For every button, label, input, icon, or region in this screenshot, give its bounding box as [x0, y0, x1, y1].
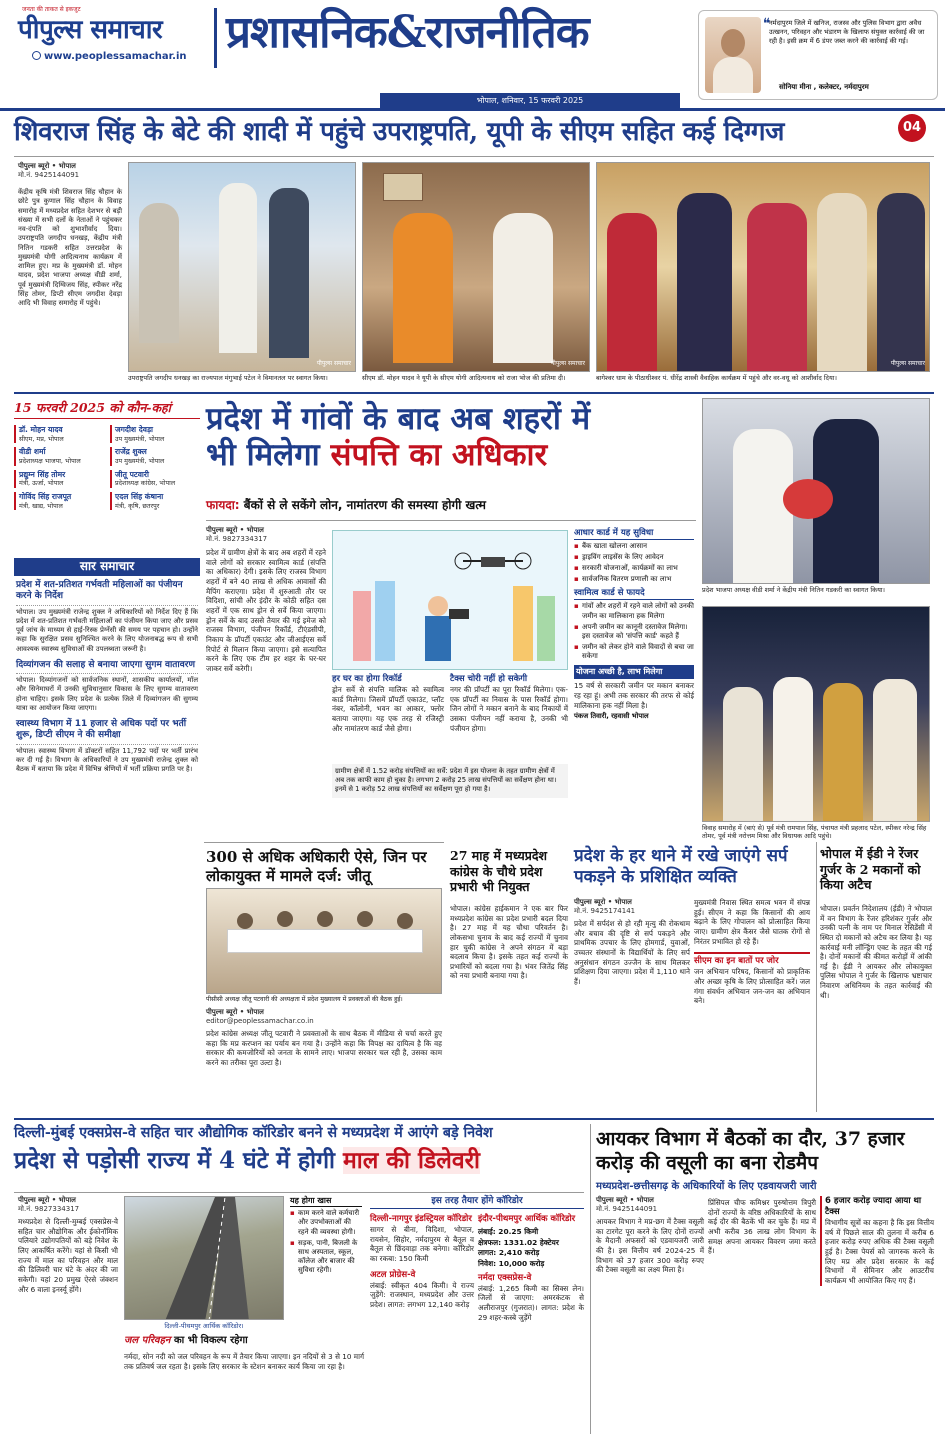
right-photo-1 [702, 398, 930, 584]
corridor-col2: इंदौर-पीथमपुर आर्थिक कॉरिडोर लंबाई: 20.25 किमी क्षेत्रफल: 1331.02 हेक्टेयर लागत: 2,410 करोड़ निवेश: 10,000 करोड़ नर्मदा एक्सप्रेस-वे लंबाई: 1,265 किमी का सिक्स लेन। जिलों से जाएगा: अमरकंटक से अलीराजपुर (गुजरात)। लागत: प्रदेश के 29 शहर-कस्बे जुड़ेंगे [478, 1214, 584, 1322]
property-kicker: फायदा: बैंकों से ले सकेंगे लोन, नामांतरण की समस्या होगी खत्म [206, 498, 486, 512]
property-sidebar: आधार कार्ड में यह सुविधा ▪ बैंक खाता खोलना आसान ▪ ड्राइविंग लाइसेंस के लिए आवेदन ▪ सरकारी योजनाओं, कार्यक्रमों का लाभ ▪ सार्वजनिक वितरण प्रणाली का लाभ स्वामित्व कार्ड से फायदे ▪ गांवों और शहरों में रहने वाले लोगों को उनकी जमीन का मालिकाना हक मिलेगा ▪ अपनी जमीन का कानूनी दस्तावेज मिलेगा। इस दस्तावेज को 'संपत्ति कार्ड' कहते हैं ▪ जमीन को लेकर होने वाले विवादों से बचा जा सकेगा योजना अच्छी है, लाभ मिलेगा 15 वर्ष से सरकारी जमीन पर मकान बनाकर रह रहा हूं। अभी तक सरकार की तरफ से कोई मालिकाना हक नहीं मिला है। पंकज तिवारी, रहवासी भोपाल [574, 528, 694, 721]
who-where-name: जीतू पटवारी [115, 469, 149, 479]
saar-title: सार समाचार [79, 559, 135, 573]
ed-divider [816, 842, 817, 1112]
list-item: ▪ अपनी जमीन का कानूनी दस्तावेज मिलेगा। इस दस्तावेज को 'संपत्ति कार्ड' कहते हैं [574, 623, 694, 641]
list-item: ▪ जमीन को लेकर होने वाले विवादों से बचा जा सकेगा [574, 643, 694, 661]
snake-col1: पीपुल्स ब्यूरो • भोपाल मो.नं. 9425174141 प्रदेश में सर्पदंश से हो रही मृत्यु की रोकथाम और बचाव की दृष्टि से सर्प पकड़ने और प्राथमिक उपचार के लिए होमगार्ड, युवाओं, उच्चतर संस्थानों के विद्यार्थियों के लिए सर्प अनुसंधान संगठन उज्जैन के साथ मिलकर प्रशिक्षण दिया जाएगा। प्रदेश में 1,110 थाने हैं। [574, 898, 690, 987]
dateline: भोपाल, शनिवार, 15 फरवरी 2025 [380, 93, 680, 108]
masthead-rule [0, 108, 945, 111]
lokayukt-rule [204, 842, 444, 843]
who-where-role: प्रदेशाध्यक्ष भाजपा, भोपाल [19, 457, 81, 466]
who-where-item [110, 425, 200, 443]
corridor-stat: लंबाई: 20.25 किमी [478, 1227, 539, 1237]
bottom-section-rule [14, 1118, 934, 1120]
who-where-name: एदल सिंह कंषाना [115, 491, 164, 501]
saar-item-body: भोपाल। स्वास्थ्य विभाग में डॉक्टरों सहित 11,792 पदों पर भर्ती प्रारंभ कर दी गई है। विभाग के अधिकारियों ने उप मुख्यमंत्री राजेन्द्र शुक्ल को बैठक में बताया कि प्रदेश में विभिन्न श्रेणियों में भर्ती प्रक्रिया प्रगति पर है। [16, 746, 198, 773]
corridor-stat: लागत: 2,410 करोड़ [478, 1248, 540, 1258]
cm-box: सीएम का इन बातों पर जोर जन अभियान परिषद, किसानों को प्राकृतिक और अच्छा कृषि के लिए प्रोत्साहित करें। जल गंगा संवर्धन अभियान जन-जन का अभियान बने। [694, 952, 810, 1006]
snake-headline: प्रदेश के हर थाने में रखे जाएंगे सर्प पकड़ने के प्रशिक्षित व्यक्ति [574, 846, 788, 887]
expressway-headline: प्रदेश से पड़ोसी राज्य में 4 घंटे में होगी माल की डिलेवरी [14, 1147, 480, 1174]
who-where-item [14, 425, 104, 443]
who-where-item [110, 447, 200, 465]
lead-photo-2: पीपुल्स समाचार [362, 162, 590, 372]
list-item: ▪ बैंक खाता खोलना आसान [574, 542, 694, 551]
list-item: ▪ ड्राइविंग लाइसेंस के लिए आवेदन [574, 553, 694, 562]
who-where-item [110, 492, 200, 510]
property-col1: पीपुल्स ब्यूरो • भोपाल मो.नं. 9827334317 प्रदेश में ग्रामीण क्षेत्रों के बाद अब शहरों में रहने वाले लोगों को सरकार स्वामित्व कार्ड (संपत्ति का अधिकार) देगी। इसके लिए राजस्व विभाग शहरों में बने 40 लाख से अधिक आवासों की मैपिंग कराएगा। प्रदेश में शुरुआती तौर पर विदिशा, सांची और इंदौर के कोठी सहित दस शहरों में एक साथ ड्रोन से सर्वे किया जाएगा। ड्रोन सर्वे के बाद उससे तैयार की गई इमेज को राजस्व विभाग, पंजीयन रिकॉर्ड, टीएंडसीपी, निकाय के प्रॉपर्टी एकाउंट और जीआईएस सर्वे रिपोर्ट से मिलान किया जाएगा। इसे सत्यापित करने के लिए एक टीम हर शहर के घर-घर जाकर सर्वे करेगी। [206, 526, 326, 673]
lead-photo-1: पीपुल्स समाचार [128, 162, 356, 372]
lead-body: केंद्रीय कृषि मंत्री शिवराज सिंह चौहान के छोटे पुत्र कुणाल सिंह चौहान के विवाह समारोह में मध्यप्रदेश सहित देशभर से बड़ी संख्या में सभी दलों के नेताओं ने पहुंचकर नव-दंपति को शुभाशीर्वाद दिया। उपराष्ट्रपति जगदीप धनखड़, केंद्रीय मंत्री नितिन गडकरी सहित उत्तरप्रदेश के मुख्यमंत्री योगी आदित्यनाथ कार्यक्रम में शामिल हुए। मप्र के मुख्यमंत्री डॉ. मोहन यादव, प्रदेश भाजपा अध्यक्ष वीडी शर्मा, पूर्व मुख्यमंत्री दिग्विजय सिंह, स्पीकर नरेंद्र सिंह तोमर, डिप्टी सीएम जगदीश देवड़ा आदि भी विवाह समारोह में पहुंचे। [18, 188, 122, 308]
incometax-col1: पीपुल्स ब्यूरो • भोपाल मो.नं. 9425144091 आयकर विभाग ने मप्र-छग में टैक्स वसूली का टारगेट पूरा करने के लिए दोनों राज्यों के मैदानी अफसरों को एडवायजरी जारी की है। इस वित्तीय वर्ष 2024-25 में विभाग को 37 हजार 300 करोड़ रुपए की टैक्स वसूली का लक्ष्य मिला है। [596, 1196, 704, 1275]
property-body: प्रदेश में ग्रामीण क्षेत्रों के बाद अब शहरों में रहने वाले लोगों को सरकार स्वामित्व कार्ड (संपत्ति का अधिकार) देगी। इसके लिए राजस्व विभाग शहरों में बने 40 लाख से अधिक आवासों की मैपिंग कराएगा। प्रदेश में शुरुआती तौर पर विदिशा, सांची और इंदौर के कोठी सहित दस शहरों में एक साथ ड्रोन से सर्वे किया जाएगा। ड्रोन सर्वे के बाद उससे तैयार की गई इमेज को राजस्व विभाग, पंजीयन रिकॉर्ड, टीएंडसीपी, निकाय के प्रॉपर्टी एकाउंट और जीआईएस सर्वे रिपोर्ट से मिलान किया जाएगा। इसे सत्यापित करने के लिए एक टीम हर शहर के घर-घर जाकर सर्वे करेगी। [206, 548, 326, 673]
who-where-role: उप मुख्यमंत्री, भोपाल [115, 457, 165, 466]
lead-caption-3: बागेश्वर धाम के पीठाधीश्वर पं. धीरेंद्र शास्त्री वैवाहिक कार्यक्रम में पहुंचे और वर-वधू को आशीर्वाद दिया। [596, 374, 837, 382]
official-portrait [705, 17, 761, 93]
saar-item [16, 660, 198, 713]
who-where-role: उप मुख्यमंत्री, भोपाल [115, 435, 165, 444]
expressway-col1: पीपुल्स ब्यूरो • भोपाल मो.नं. 9827334317 मध्यप्रदेश से दिल्ली-मुम्बई एक्सप्रेस-वे सहित चार औद्योगिक और ईकोनॉमिक पलियारे उद्योगपतियों को बड़े निवेश के लिए आकर्षित करेंगे। यहां से किसी भी राज्य में माल का परिवहन और माल की डिलिवरी चार घंटे के अंदर की जा सकेगी। यहां 20 प्रमुख ऐरसे जंक्शन और 6 वाला इनर्स्यू होंगे। [18, 1196, 118, 1294]
right-photo-caption-2: विवाह समारोह में (बाएं से) पूर्व मंत्री रामपाल सिंह, पंचायत मंत्री प्रहलाद पटेल, स्पीकर नरेन्द्र सिंह तोमर, पूर्व मंत्री नरोत्तम मिश्रा और विधायक आदि पहुंचे। [702, 824, 927, 841]
congress-headline: 27 माह में मध्यप्रदेश कांग्रेस के चौथे प्रदेश प्रभारी भी नियुक्त [450, 848, 547, 895]
incometax-col2: प्रिंसिपल चीफ कमिश्नर पुरुषोत्तम त्रिपुरी दोनों राज्यों के वरिष्ठ अधिकारियों के साथ कई दौर की बैठकें भी कर चुके हैं। मप्र में अभी करीब 36 लाख लोग विभाग के समक्ष अपना आयकर विवरण जमा करते हैं। [708, 1198, 816, 1256]
who-where-grid [14, 425, 200, 510]
list-item: ▪ सड़क, पानी, बिजली के साथ अस्पताल, स्कूल, कॉलेज और बाजार की सुविधा रहेगी। [290, 1239, 362, 1275]
lead-rule [14, 156, 934, 157]
saar-item-body: भोपाल। दिव्यांगजनों को सार्वजनिक स्थानों, शासकीय कार्यालयों, मॉल और सिनेमाघरों में उनकी सुविधानुसार विकास के लिए सुगम्य वातावरण होना चाहिए। इसके लिए प्रदेश के प्रत्येक जिले में दिव्यांगजन की सुगम्य यात्रा का आयोजन किया जाएगा। [16, 676, 198, 712]
incometax-box: 6 हजार करोड़ ज्यादा आया था टैक्स विभागीय सूत्रों का कहना है कि इस वित्तीय वर्ष में पिछले साल की तुलना में करीब 6 हजार करोड़ रुपए अधिक की टैक्स वसूली हुई है। टैक्स पेयर्स को जागरुक करने के लिए मप्र और प्रदेश सरकार के कई विभागों में सेमिनार और आउटरीच कार्यक्रम भी आयोजित किए गए हैं। [820, 1196, 934, 1286]
expressway-top-headline: दिल्ली-मुंबई एक्सप्रेस-वे सहित चार औद्योगिक कॉरिडोर बनने से मध्यप्रदेश में आएंगे बड़े निवेश [14, 1125, 493, 1141]
lead-caption-2: सीएम डॉ. मोहन यादव ने यूपी के सीएम योगी आदित्यनाथ को राजा भोज की प्रतिमा दी। [362, 374, 566, 382]
property-rule [206, 520, 696, 521]
who-where-role: मंत्री, ऊर्जा, भोपाल [19, 479, 64, 488]
list-item: ▪ गांवों और शहरों में रहने वाले लोगों को उनकी जमीन का मालिकाना हक मिलेगा [574, 602, 694, 620]
list-item: ▪ सरकारी योजनाओं, कार्यक्रमों का लाभ [574, 564, 694, 573]
editor-email[interactable]: editor@peoplessamachar.co.in [206, 1017, 314, 1026]
ed-body: भोपाल। प्रवर्तन निदेशालय (ईडी) ने भोपाल में वन विभाग के रेंजर हरिशंकर गुर्जर और उनकी पत्नी के नाम पर मिनाल रेसिडेंसी में स्थित दो मकानों को अटैच कर लिया है। यह कार्रवाई मनी लॉन्ड्रिंग एक्ट के तहत की गई है। दोनों मकानों की कीमत करोड़ों में आंकी गई है। ईडी ने आयकर और लोकायुक्त पुलिस भोपाल ने गुर्जर के खिलाफ भ्रष्टाचार निवारण अधिनियम के तहत कार्रवाई की थी। [820, 904, 932, 1000]
who-where-role: प्रदेशाध्यक्ष कांग्रेस, भोपाल [115, 479, 176, 488]
corridor-stat: क्षेत्रफल: 1331.02 हेक्टेयर [478, 1237, 559, 1247]
ed-headline: भोपाल में ईडी ने रेंजर गुर्जर के 2 मकानों को किया अटैच [820, 846, 921, 893]
lead-headline: शिवराज सिंह के बेटे की शादी में पहुंचे उपराष्ट्रपति, यूपी के सीएम सहित कई दिग्गज [14, 117, 785, 147]
right-photo-2 [702, 606, 930, 822]
lokayukt-caption: पीसीसी अध्यक्ष जीतू पटवारी की अध्यक्षता में प्रदेश मुख्यालय में प्रवक्ताओं की बैठक हुई। [206, 996, 403, 1003]
water-transport-body: नर्मदा, सोन नदी को जल परिवहन के रूप में तैयार किया जाएगा। इन नदियों से 3 से 10 मार्ग तक प्रतिवर्ष जल रहता है। इसके लिए सरकार के स्टेशन बनाकर कार्य किया जा रहा है। [124, 1352, 364, 1371]
quote-text: नर्मदापुरम जिले में खनिज, राजस्व और पुलिस विभाग द्वारा अवैध उत्खनन, परिवहन और भंडारण के खिलाफ संयुक्त कार्रवाई की जा रही है। इसी क्रम में 6 डंपर जब्त करने की कार्रवाई की गई। [769, 19, 925, 45]
who-where-name: राजेंद्र शुक्ल [115, 447, 147, 457]
saar-item-head: दिव्यांगजन की सलाह से बनाया जाएगा सुगम वातावरण [16, 660, 198, 674]
aadhar-list [574, 542, 694, 584]
who-where-role: मंत्री, कृषि, छतरपुर [115, 501, 160, 510]
masthead [14, 4, 694, 72]
expressway-photo-caption: दिल्ली-पीथमपुर आर्थिक कॉरिडोर। [164, 1322, 244, 1330]
lead-phone: मो.नं. 9425144091 [18, 171, 80, 180]
corridor-header: इस तरह तैयार होंगे कॉरिडोर [370, 1196, 584, 1209]
saar-item-body: भोपाल। उप मुख्यमंत्री राजेन्द्र शुक्ल ने अधिकारियों को निर्देश दिए हैं कि प्रदेश में शत-प्रतिशत गर्भवती महिलाओं का पंजीयन किया जाए और प्रसव पूर्व जांच के माध्यम से हाई-रिस्क प्रेग्नेंसी की समय पर पहचान हो। उन्होंने कहा कि सुरक्षित प्रसव सुनिश्चित करने के लिए योजनाबद्ध रूप से सभी आवश्यक स्वास्थ्य सुविधाओं की उपलब्धता जरूरी है। [16, 607, 198, 653]
masthead-divider [214, 8, 217, 68]
drone-illustration [332, 530, 568, 670]
who-where-box [14, 400, 200, 550]
lead-bottom-rule [14, 392, 934, 394]
saar-list [16, 580, 198, 780]
who-where-name: जगदीश देवड़ा [115, 425, 153, 435]
water-transport-head: जल परिवहन का भी विकल्प रहेगा [124, 1335, 248, 1346]
quote-icon: ❝ [763, 16, 771, 32]
list-item: ▪ काम करने वाले कर्मचारी और उपभोक्ताओं की रहने की व्यवस्था होगी। [290, 1209, 362, 1236]
expressway-highlights: यह होगा खास ▪ काम करने वाले कर्मचारी और उपभोक्ताओं की रहने की व्यवस्था होगी। ▪ सड़क, पानी, बिजली के साथ अस्पताल, स्कूल, कॉलेज और बाजार की सुविधा रहेगी। [290, 1196, 362, 1277]
corridor-stat: निवेश: 10,000 करोड़ [478, 1258, 545, 1268]
corridor-col1: दिल्ली-नागपुर इंडस्ट्रियल कॉरिडोर सागर से बीना, विदिशा, भोपाल, रायसेन, सिहोर, नर्मदापुरम से बैतूल व बैतूल से छिंदवाड़ा तक बनेगा। कॉरिडोर का रकबा: 150 किमी अटल प्रोग्रेस-वे लंबाई: स्वीकृत 404 किमी। ये राज्य जुड़ेंगे: राजस्थान, मध्यप्रदेश और उत्तर प्रदेश। लागत: लगभग 12,140 करोड़ [370, 1214, 474, 1309]
tagline: जनता की ताकत से इकजुट [22, 6, 81, 13]
who-where-name: डॉ. मोहन यादव [19, 425, 63, 435]
right-photo-caption-1: प्रदेश भाजपा अध्यक्ष वीडी शर्मा ने केंद्रीय मंत्री नितिन गडकरी का स्वागत किया। [702, 586, 885, 594]
expressway-rule [14, 1192, 584, 1193]
lead-caption-1: उपराष्ट्रपति जगदीप धनखड़ का राज्यपाल मंगुभाई पटेल ने विमानतल पर स्वागत किया। [128, 374, 328, 382]
who-where-name: प्रद्युम्न सिंह तोमर [19, 469, 66, 479]
paper-name: पीपुल्स समाचार [18, 15, 163, 45]
saar-item-head: प्रदेश में शत-प्रतिशत गर्भवती महिलाओं का पंजीयन करने के निर्देश [16, 580, 198, 606]
lead-text-column [18, 162, 122, 308]
who-where-item [110, 470, 200, 488]
list-item: ▪ सार्वजनिक वितरण प्रणाली का लाभ [574, 575, 694, 584]
property-headline: प्रदेश में गांवों के बाद अब शहरों में भी मिलेगा संपत्ति का अधिकार [206, 401, 591, 473]
lokayukt-photo [206, 888, 442, 994]
lead-byline: पीपुल्स ब्यूरो • भोपाल [18, 162, 76, 170]
lokayukt-headline: 300 से अधिक अधिकारी ऐसे, जिन पर लोकायुक्त में मामले दर्ज: जीतू [206, 848, 427, 885]
saar-item [16, 719, 198, 774]
incometax-headline: आयकर विभाग में बैठकों का दौर, 37 हजार करोड़ की वसूली का बना रोडमैप [596, 1128, 905, 1174]
who-where-title: 15 फरवरी 2025 को कौन-कहां [14, 400, 200, 419]
who-where-item [14, 470, 104, 488]
swamitva-list [574, 602, 694, 661]
expressway-photo [124, 1196, 284, 1320]
globe-icon [32, 51, 41, 60]
who-where-role: सीएम, मप्र, भोपाल [19, 435, 64, 444]
who-where-name: गोविंद सिंह राजपूत [19, 491, 72, 501]
who-where-item [14, 492, 104, 510]
incometax-divider [590, 1124, 591, 1434]
drone-icon [333, 531, 569, 671]
who-where-role: मंत्री, खाद्य, भोपाल [19, 501, 63, 510]
lead-photo-3: पीपुल्स समाचार [596, 162, 930, 372]
property-col2: हर घर का होगा रिकॉर्ड ड्रोन सर्वे से संपत्ति मालिक को स्वामित्व कार्ड मिलेगा। जिसमें प्रॉपर्टी एकाउंट, प्लॉट नंबर, कॉलोनी, भवन का आकार, फ्लोर बताया जाएगा। यह एक तरह से रजिस्ट्री और नामांतरण कार्ड जैसे होगा। [332, 674, 444, 733]
incometax-subhead: मध्यप्रदेश-छत्तीसगढ़ के अधिकारियों के लिए एडवायजरी जारी [596, 1181, 817, 1192]
section-title: प्रशासनिक&राजनीतिक [226, 7, 589, 58]
who-where-name: वीडी शर्मा [19, 447, 46, 457]
page-number: 04 [898, 114, 926, 142]
saar-item-head: स्वास्थ्य विभाग में 11 हजार से अधिक पदों पर भर्ती शुरू, डिप्टी सीएम ने की समीक्षा [16, 719, 198, 745]
snake-col2: मुख्यमंत्री निवास स्थित समत्व भवन में संपन्न हुई। सीएम ने कहा कि किसानों की आय बढ़ाने के लिए गोपालन को प्रोत्साहित किया जाए। ग्रामीण क्षेत्र कैंसर जैसे घातक रोगों से निरंतर प्रभावित हो रहे हैं। सीएम का इन बातों पर जोर जन अभियान परिषद, किसानों को प्राकृतिक और अच्छा कृषि के लिए प्रोत्साहित करें। जल गंगा संवर्धन अभियान जन-जन का अभियान बने। [694, 898, 810, 1006]
lokayukt-text: पीपुल्स ब्यूरो • भोपाल editor@peoplessamachar.co.in प्रदेश कांग्रेस अध्यक्ष जीतू पटवारी ने प्रवक्ताओं के साथ बैठक में मीडिया से चर्चा करते हुए कहा कि मप्र करप्शन का पर्याय बन गया है। उन्होंने कहा कि विपक्ष का दायित्व है कि वह सरकार की कमजोरियों को जनता के सामने लाए। भाजपा सरकार चल रही है, उसका काम करने का तरीका पूरा उल्टा है। [206, 1008, 442, 1068]
who-where-item [14, 447, 104, 465]
quote-attribution: सोनिया मीना , कलेक्टर, नर्मदापुरम [779, 83, 869, 91]
property-col3: टैक्स चोरी नहीं हो सकेगी नगर की प्रॉपर्टी का पूरा रिकॉर्ड मिलेगा। एक-एक प्रॉपर्टी का निवास के पास रिकॉर्ड होगा। जिन लोगों ने मकान बनाने के बाद निकायों में उसका पंजीयन नहीं कराया है, उनकी भी पंजीयन होगा। [450, 674, 568, 733]
property-note: ग्रामीण क्षेत्रों में 1.52 करोड़ संपत्तियों का सर्वे: प्रदेश में इस योजना के तहत ग्रामीण क्षेत्रों में अब तक काफी काम हो चुका है। लगभग 2 करोड़ 25 लाख संपत्तियों का सर्वेक्षण होना था। इनमें से 1 करोड़ 52 लाख संपत्तियों का सर्वेक्षण पूरा हो गया है। [332, 764, 568, 798]
quote-box [698, 10, 938, 100]
congress-body: भोपाल। कांग्रेस हाईकमान ने एक बार फिर मध्यप्रदेश कांग्रेस का प्रदेश प्रभारी बदल दिया है। 27 माह में यह चौथा परिवर्तन है। लोकसभा चुनाव के बाद कई राज्यों में चुनाव हार चुकी कांग्रेस ने अपने संगठन में बड़ा बदलाव किया है। इसके तहत कई राज्यों के प्रभारियों को बदला गया है। भंवर जितेंद्र सिंह को नया प्रभारी बनाया गया है। [450, 904, 568, 981]
website-link[interactable]: www.peoplessamachar.in [32, 50, 187, 63]
saar-item [16, 580, 198, 654]
